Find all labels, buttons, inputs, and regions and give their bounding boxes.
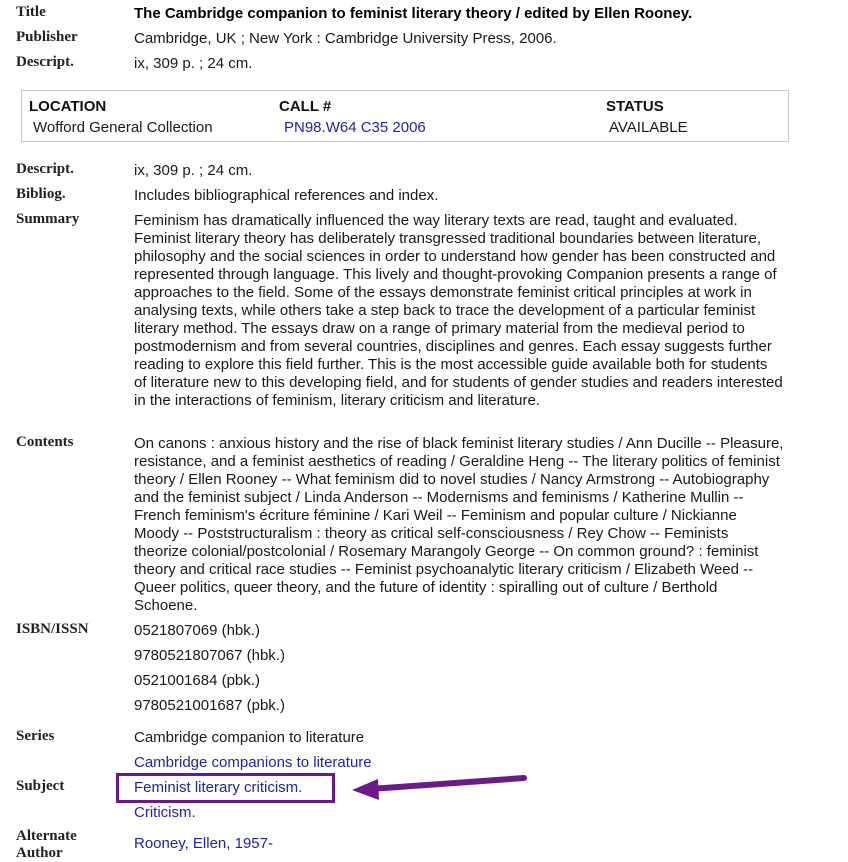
descript-value: ix, 309 p. ; 24 cm. [134, 55, 253, 72]
contents-label: Contents [16, 434, 74, 450]
contents-value: On canons : anxious history and the rise of black feminist literary studies / Ann Ducille -- Pleasure, resistance, and a feminist aesthetics of reading / Geraldine Heng -- The literary politics of feminist theory / Ellen Rooney -- What feminism did to novel studies / Nancy Armstrong -- Autobiography and the feminist subject / Linda Anderson -- Modernisms and feminisms / Katherine Mullin -- French feminism's écriture féminine / Kari Weil -- Feminism and popular culture / Nickianne Moody -- Poststructuralism : theory as critical self-consciousness / Rey Chow -- Feminists theorize colonial/postcolonial / Rosemary Marangoly George -- On common ground? : feminist theory and critical race studies -- Feminist psychoanalytic literary criticism / Elizabeth Weed -- Queer politics, queer theory, and the future of identity : spiralling out of culture / Berthold Schoene. [134, 435, 784, 614]
title-label: Title [16, 4, 46, 20]
descript-label: Descript. [16, 54, 74, 70]
isbn-list [134, 622, 285, 722]
annotation-arrow-icon [352, 772, 528, 802]
summary-value: Feminism has dramatically influenced the way literary texts are read, taught and evaluated. Feminist literary theory has deliberately transgressed traditional boundaries between literature, philosophy and the social sciences in order to understand how gender has been constructed and represented through language. This lively and thought-provoking Companion presents a range of approaches to the field. Some of the essays demonstrate feminist critical principles at work in analysing texts, while others take a step back to trace the development of a particular feminist literary method. The essays draw on a range of primary material from the medieval period to postmodernism and from several countries, disciplines and genres. Each essay suggests further reading to explore this field further. This is the most accessible guide available both for students of literature new to this developing field, and for students of gender studies and readers interested in the interactions of feminism, literary criticism and literature. [134, 212, 783, 409]
bibliog-value: Includes bibliographical references and index. [134, 187, 439, 204]
descript-value-2: ix, 309 p. ; 24 cm. [134, 162, 253, 179]
isbn-item: 9780521001687 (pbk.) [134, 697, 285, 714]
publisher-value: Cambridge, UK ; New York : Cambridge University Press, 2006. [134, 30, 557, 47]
series-item: Cambridge companion to literature [134, 729, 365, 746]
series-list [134, 729, 372, 779]
holdings-table [21, 90, 789, 142]
call-number-link[interactable]: PN98.W64 C35 2006 [284, 119, 426, 136]
status-header: STATUS [606, 98, 664, 115]
series-label: Series [16, 728, 55, 744]
title-value: The Cambridge companion to feminist literary theory / edited by Ellen Rooney. [134, 5, 693, 22]
annotation-highlight-box [116, 773, 335, 803]
series-link[interactable]: Cambridge companions to literature [134, 754, 372, 771]
isbn-item: 0521001684 (pbk.) [134, 672, 260, 689]
publisher-label: Publisher [16, 29, 78, 45]
location-header: LOCATION [29, 98, 107, 115]
alternate-author-value [134, 835, 273, 860]
isbn-label: ISBN/ISSN [16, 621, 89, 637]
summary-label: Summary [16, 211, 80, 227]
location-cell: Wofford General Collection [33, 119, 213, 136]
status-cell: AVAILABLE [609, 119, 688, 136]
subject-label: Subject [16, 778, 65, 794]
isbn-item: 9780521807067 (hbk.) [134, 647, 285, 664]
bibliog-label: Bibliog. [16, 186, 66, 202]
descript-label-2: Descript. [16, 161, 74, 177]
subject-link-feminist-literary-criticism[interactable]: Feminist literary criticism. [134, 779, 303, 796]
call-number-header: CALL # [279, 98, 332, 115]
subject-link-criticism[interactable]: Criticism. [134, 804, 196, 821]
alternate-author-link[interactable]: Rooney, Ellen, 1957- [134, 835, 273, 852]
isbn-item: 0521807069 (hbk.) [134, 622, 260, 639]
alternate-author-label: Alternate Author [16, 828, 77, 861]
